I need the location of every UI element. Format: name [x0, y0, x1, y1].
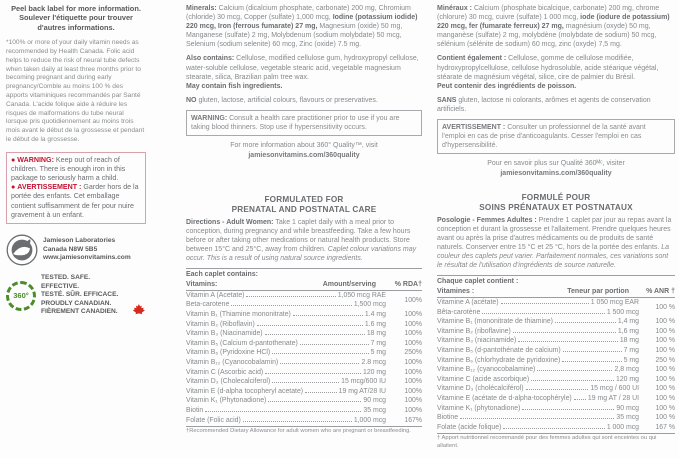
- vitamin-name: Biotin: [186, 406, 204, 414]
- english-panel: [186, 4, 422, 436]
- vitamin-name: Vitamin B₃ (Niacinamide): [186, 330, 263, 338]
- vitamin-name: Vitamin B₂ (Riboflavin): [186, 320, 255, 328]
- vitamin-row: [437, 327, 675, 337]
- quality-info-en: [186, 141, 422, 160]
- minerals-text2-fr: magnésium (oxyde) 50 mg, manganèse (sulfate) 2 mg, molybdène (molybdate de sodium) 50 mcg, sélénium (sélénite de sodium) 60 mcg, zinc (oxyde) 7,5 mg.: [437, 23, 657, 49]
- warning-lead-en: WARNING:: [191, 114, 228, 122]
- table-title-en: Each caplet contains:: [186, 270, 258, 278]
- vitamin-percent: 167%: [404, 416, 422, 424]
- no-animal-testing-rabbit-icon: [6, 234, 38, 266]
- quality-info-url-fr: jamiesonvitamins.com/360quality: [500, 169, 612, 177]
- minerals-text2-en: Magnesium (oxide) 50 mg, Manganese (sulfate) 2 mg, Molybdenum (sodium molybdate) 50 mcg, Selenium (sodium selenite) 60 mcg, Zinc (oxide) 7.5 mg.: [186, 23, 403, 49]
- vitamin-name: Vitamin K₁ (Phytonadione): [186, 397, 267, 405]
- vitamin-name: Vitamin A (Acetate): [186, 291, 245, 299]
- dotted-leader: [243, 421, 352, 422]
- vitamin-amount: 1,4 mg: [617, 318, 639, 326]
- dotted-leader: [280, 363, 359, 364]
- also-contains-paragraph-fr: [437, 54, 675, 90]
- daily-value-footnote: *100% or more of your daily vitamin needs as recommended by Health Canada. Folic acid helps to reduce the risk of neural tube defects when taken daily at least three months prior to becoming pregnant and during early pregnancy/Comble au moins 100 % des apports vitaminiques recommandés par Santé Canada. L'acide folique aide à réduire les risques de malformations du tube neural lorsque pris quotidiennement au moins trois mois avant le début de la grossesse et pendant le début de la grossesse.: [6, 39, 145, 143]
- vitamin-row: [186, 416, 422, 426]
- vitamin-row: [437, 394, 675, 404]
- vitamin-row: [186, 329, 422, 339]
- vitamin-name: Vitamine B₁₂ (cyanocobalamine): [437, 366, 536, 374]
- dotted-leader: [305, 392, 337, 393]
- warning-lead-fr: AVERTISSEMENT :: [442, 124, 506, 132]
- vitamin-name: Vitamine B₃ (niacinamide): [437, 337, 517, 345]
- vitamin-amount: 90 mcg: [363, 397, 386, 405]
- free-from-text-fr: gluten, lactose ni colorants, arômes et agents de conservation artificiels.: [437, 96, 651, 113]
- vitamin-percent: 250 %: [655, 356, 675, 364]
- vitamin-row: [437, 356, 675, 366]
- col-rda-en: % RDA†: [394, 280, 422, 288]
- dotted-leader: [503, 428, 604, 429]
- spacer: [186, 165, 422, 195]
- directions-text-en: Take 1 caplet daily with a meal prior to conception, during pregnancy and while breastfeeding. Take a few hours before or after taking other medications or natural health products. Store between 15°C and 25°C, away from children.: [186, 218, 411, 253]
- iron-warning-box: [6, 152, 146, 225]
- vitamin-row: [186, 387, 422, 397]
- vitamin-name: Biotine: [437, 414, 459, 422]
- vitamin-amount: 18 mg: [366, 330, 386, 338]
- vitamin-name: Vitamine K₁ (phytonadione): [437, 404, 521, 412]
- dotted-leader: [265, 373, 361, 374]
- vitamin-percent: 100 %: [655, 304, 675, 312]
- company-url: www.jamiesonvitamins.com: [43, 254, 131, 262]
- vitamin-row: [437, 384, 675, 394]
- practitioner-warning-box-en: [186, 110, 422, 136]
- directions-lead-en: Directions - Adult Women:: [186, 218, 274, 226]
- vitamin-name: Folate (Folic acid): [186, 416, 241, 424]
- fish-warning-en: May contain fish ingredients.: [186, 82, 283, 90]
- quality-info-url-en: jamiesonvitamins.com/360quality: [248, 151, 360, 159]
- also-lead-fr: Contient également :: [437, 55, 507, 63]
- vitamin-amount: 1.4 mg: [364, 311, 386, 318]
- also-lead-en: Also contains:: [186, 55, 235, 63]
- vitamin-name: Vitamine A (acétate): [437, 299, 499, 307]
- vitamin-name: Vitamine E (acétate de d-alpha-tocophéryle): [437, 395, 572, 403]
- directions-text-fr: Prendre 1 caplet par jour au repas avant la conception et durant la grossesse et l'allaitement. Prendre quelques heures avant ou après la prise d'autres médicaments ou de produits de santé naturels. Conserver entre 15 °C et 25 °C, hors de la portée des enfants.: [437, 216, 672, 251]
- warning-text-en: Keep out of reach of children. There is enough iron in this package to seriously harm a child.: [11, 155, 126, 183]
- dotted-leader: [300, 344, 369, 345]
- vitamin-percent: 100%: [404, 397, 422, 405]
- vitamin-percent: 100 %: [655, 327, 675, 335]
- dotted-leader: [460, 418, 614, 419]
- free-from-paragraph-en: [186, 96, 422, 105]
- quality-360-logo-icon: [6, 281, 36, 311]
- vitamin-percent: 100%: [404, 339, 422, 347]
- formulated-line1-en: FORMULATED FOR: [264, 195, 344, 204]
- dotted-leader: [513, 332, 616, 333]
- vitamin-percent: 100 %: [655, 366, 675, 374]
- vitamin-percent: 100 %: [655, 395, 675, 403]
- dotted-leader: [257, 325, 363, 326]
- vitamin-percent: 100 %: [655, 414, 675, 422]
- quality-info-fr: [437, 159, 675, 178]
- vitamin-row: [186, 377, 422, 387]
- vitamin-percent: 100%: [404, 311, 422, 318]
- vitamin-row: [437, 413, 675, 423]
- minerals-paragraph-en: [186, 4, 422, 49]
- vitamin-name: Vitamin D₃ (Cholecalciferol): [186, 378, 271, 386]
- vitamin-row: [186, 406, 422, 416]
- dotted-leader: [563, 351, 622, 352]
- vitamin-amount: 1,6 mg: [617, 327, 639, 335]
- vitamin-row: [186, 320, 422, 330]
- dotted-leader: [482, 313, 605, 314]
- minerals-bold-en: Iodine (potassium iodide) 220 mcg, Iron (ferrous fumarate) 27 mg,: [186, 14, 418, 31]
- dotted-leader: [531, 380, 614, 381]
- vitamin-percent: 100%: [404, 358, 422, 366]
- vitamin-amount: 19 mg AT / 28 UI: [587, 395, 639, 403]
- vitamin-amount: 15 mcg/600 IU: [341, 378, 386, 386]
- formulated-heading-fr: [437, 193, 675, 214]
- vitamin-amount: 5 mg: [623, 356, 639, 364]
- warning-text-fr: Garder hors de la portée des enfants. Cet emballage contient suffisamment de fer pour nuire gravement à un enfant.: [11, 183, 139, 219]
- vitamin-amount: 1,000 mcg: [353, 416, 386, 424]
- warning-body-en: Consult a health care practitioner prior to use if you are taking blood thinners. Stop use if hypersensitivity occurs.: [191, 114, 400, 132]
- vitamin-percent: 100%: [404, 330, 422, 338]
- quality-info-line1-en: For more information about 360° Quality™, visit: [230, 142, 378, 150]
- dotted-leader: [555, 322, 616, 323]
- table-header-fr: [437, 287, 675, 298]
- vitamin-table-en: [186, 268, 422, 436]
- vitamin-amount: 90 mcg: [616, 404, 639, 412]
- free-from-lead-en: NO: [186, 96, 197, 104]
- formulated-heading-en: [186, 195, 422, 216]
- dotted-leader: [268, 401, 361, 402]
- quality-info-line1-fr: Pour en savoir plus sur Qualité 360ᴹᶜ, visiter: [487, 160, 625, 168]
- dotted-leader: [246, 296, 335, 297]
- vitamin-name: Vitamine B₆ (chlorhydrate de pyridoxine): [437, 356, 561, 364]
- minerals-paragraph-fr: [437, 4, 675, 49]
- quality-logo-row: [6, 274, 146, 317]
- dotted-leader: [562, 361, 621, 362]
- col-amount-fr: Teneur par portion: [567, 288, 629, 295]
- warning-body-fr: Consulter un professionnel de la santé avant l'emploi en cas de prise d'anticoagulants. Cesser l'emploi en cas d'hypersensibilité.: [442, 124, 646, 150]
- vitamin-row: [186, 358, 422, 368]
- table-rows-en: [186, 291, 422, 425]
- vitamin-amount: 1 500 mcg: [606, 308, 639, 316]
- vitamin-amount: 15 mcg / 600 UI: [590, 385, 639, 393]
- peel-header-fr: Soulever l'étiquette pour trouver d'autres informations.: [19, 13, 133, 32]
- also-text-fr: Cellulose, gomme de cellulose modifiée, hydroxypropylcellulose, cellulose hydrosoluble, acide stéarique végétal, stéarate de magnésium végétal, silice, cire de palmier du Brésil.: [437, 55, 659, 81]
- dotted-leader: [231, 305, 352, 306]
- vitamin-row: [437, 423, 675, 433]
- vitamin-amount: 120 mg: [616, 375, 639, 383]
- spacer: [437, 183, 675, 193]
- minerals-text-fr: Calcium (phosphate bicalcique, carbonate) 200 mg, chrome (chlorure) 30 mcg, cuivre (sulfate) 1 000 mcg,: [437, 5, 660, 22]
- col-vitamins-en: Vitamins:: [186, 280, 218, 288]
- vitamin-name: Vitamin C (Ascorbic acid): [186, 368, 264, 376]
- vitamin-amount: 1,050 mcg RAE: [337, 291, 386, 299]
- vitamin-percent: 250%: [404, 349, 422, 357]
- directions-paragraph-en: [186, 218, 422, 263]
- quality-claims: [41, 274, 128, 317]
- warning-label-en: WARNING:: [17, 155, 54, 164]
- vitamin-percent: 100%: [404, 296, 422, 304]
- vitamin-name: Vitamine B₅ (d-pantothénate de calcium): [437, 347, 561, 355]
- col-anr-fr: % ANR †: [646, 288, 675, 295]
- fish-warning-fr: Peut contenir des ingrédients de poisson.: [437, 82, 577, 90]
- formulated-line2-fr: SOINS PRÉNATAUX ET POSTNATAUX: [479, 203, 633, 213]
- practitioner-warning-box-fr: [437, 119, 675, 154]
- col-amount-en: Amount/serving: [322, 280, 376, 288]
- vitamin-percent: 100 %: [655, 404, 675, 412]
- vitamin-amount: 18 mg: [619, 337, 639, 345]
- vitamin-row: [437, 317, 675, 327]
- vitamin-amount: 120 mg: [363, 368, 386, 376]
- dotted-leader: [574, 399, 586, 400]
- vitamin-name: Vitamine C (acide ascorbique): [437, 375, 530, 383]
- dotted-leader: [518, 341, 618, 342]
- warning-bullet-icon: ●: [11, 155, 16, 164]
- vitamin-row: [437, 365, 675, 375]
- vitamin-amount: 5 mg: [370, 349, 386, 357]
- vitamin-name: Vitamin B₁₂ (Cyanocobalamin): [186, 358, 279, 366]
- claim-canadian-en: PROUDLY CANADIAN.: [41, 299, 112, 307]
- vitamin-name: Folate (acide folique): [437, 423, 502, 431]
- vitamin-name: Vitamine B₁ (mononitrate de thiamine): [437, 318, 553, 326]
- vitamin-percent: 100 %: [655, 318, 675, 326]
- vitamin-amount: 7 mg: [370, 339, 386, 347]
- vitamin-amount: 1,500 mcg: [353, 301, 386, 309]
- vitamin-name: Vitamin B₅ (Calcium d-pantothenate): [186, 339, 298, 347]
- dotted-leader: [501, 303, 589, 304]
- vitamin-percent: 100 %: [655, 375, 675, 383]
- claim-canadian-fr: FIÈREMENT CANADIEN.: [41, 308, 118, 316]
- vitamin-row: [437, 336, 675, 346]
- claim-tested-en: TESTED. SAFE. EFFECTIVE.: [41, 274, 91, 290]
- col-vitamins-fr: Vitamines :: [437, 288, 475, 295]
- directions-paragraph-fr: [437, 216, 675, 271]
- dotted-leader: [205, 411, 361, 412]
- vitamin-amount: 1.6 mg: [364, 320, 386, 328]
- maple-leaf-icon: [132, 303, 146, 317]
- vitamin-row: [186, 339, 422, 349]
- dotted-leader: [265, 334, 365, 335]
- peel-header-en: Peel back label for more information.: [11, 4, 141, 13]
- vitamin-name: Vitamine B₂ (riboflavine): [437, 327, 511, 335]
- vitamin-name: Vitamine D₃ (cholécalciférol): [437, 385, 524, 393]
- vitamin-amount: 1 050 mcg EAR: [590, 299, 639, 307]
- vitamin-percent: 167 %: [655, 423, 675, 431]
- company-postal: Canada N8W 5B5: [43, 245, 98, 253]
- minerals-lead-en: Minerals:: [186, 5, 217, 12]
- vitamin-name: Bêta-carotène: [437, 308, 481, 316]
- free-from-text-en: gluten, lactose, artificial colours, flavours or preservatives.: [196, 96, 378, 104]
- vitamin-name: Beta-carotene: [186, 301, 230, 309]
- also-contains-paragraph-en: [186, 54, 422, 90]
- vitamin-row: [186, 396, 422, 406]
- formulated-line1-fr: FORMULÉ POUR: [521, 193, 591, 203]
- claim-tested-fr: TESTÉ. SÛR. EFFICACE.: [41, 291, 119, 299]
- vitamin-percent: 100 %: [655, 337, 675, 345]
- vitamin-percent: 100%: [404, 368, 422, 376]
- vitamin-amount: 19 mg AT/28 IU: [338, 387, 386, 395]
- vitamin-amount: 7 mg: [623, 347, 639, 355]
- free-from-lead-fr: SANS: [437, 96, 457, 104]
- vitamin-row: [186, 368, 422, 378]
- left-panel: [6, 4, 146, 325]
- vitamin-row: [437, 404, 675, 414]
- vitamin-name: Vitamin B₆ (Pyridoxine HCl): [186, 349, 271, 357]
- vitamin-table-fr: [437, 275, 675, 450]
- table-header-en: [186, 280, 422, 291]
- also-text-en: Cellulose, modified cellulose gum, hydroxypropyl cellulose, water-soluble cellulose, vegetable stearic acid, vegetable magnesium stearate, silica, Brazilian palm tree wax.: [186, 55, 419, 81]
- free-from-paragraph-fr: [437, 96, 675, 114]
- vitamin-amount: 2.8 mcg: [361, 358, 386, 366]
- table-rows-fr: [437, 298, 675, 432]
- company-address: [43, 237, 131, 263]
- vitamin-row: [186, 310, 422, 320]
- vitamin-amount: 2,8 mcg: [614, 366, 639, 374]
- vitamin-amount: 1 000 mcg: [606, 423, 639, 431]
- vitamin-name: Vitamin B₁ (Thiamine mononitrate): [186, 311, 291, 318]
- table-title-fr: Chaque caplet contient :: [437, 278, 519, 286]
- dotted-leader: [272, 382, 339, 383]
- vitamin-row: [186, 348, 422, 358]
- vitamin-amount: 35 mcg: [616, 414, 639, 422]
- vitamin-percent: 100%: [404, 320, 422, 328]
- warning-bullet-icon: ●: [11, 183, 16, 192]
- dotted-leader: [293, 315, 363, 316]
- minerals-lead-fr: Minéraux :: [437, 5, 473, 12]
- company-name: Jamieson Laboratories: [43, 237, 116, 245]
- quality-360-text: 360°: [13, 291, 29, 301]
- vitamin-row: [186, 291, 422, 304]
- dotted-leader: [522, 409, 614, 410]
- vitamin-percent: 100%: [404, 378, 422, 386]
- vitamin-row: [437, 375, 675, 385]
- dotted-leader: [272, 353, 368, 354]
- table-footnote-fr: † Apport nutritionnel recommandé pour des femmes adultes qui sont enceintes ou qui allaitent.: [437, 433, 675, 450]
- dotted-leader: [526, 389, 589, 390]
- peel-back-header: [6, 4, 146, 32]
- vitamin-percent: 100%: [404, 406, 422, 414]
- vitamin-percent: 100%: [404, 387, 422, 395]
- directions-italic-fr: La couleur des caplets peut varier. Parfaitement normales, ces variations sont le résultat de l'utilisation d'ingrédients de source naturelle.: [437, 243, 670, 270]
- formulated-line2-en: PRENATAL AND POSTNATAL CARE: [231, 205, 377, 215]
- minerals-bold-fr: iode (iodure de potassium) 220 mcg, fer (fumarate ferreux) 27 mg,: [437, 14, 670, 31]
- minerals-text-en: Calcium (dicalcium phosphate, carbonate) 200 mg, Chromium (chloride) 30 mcg, Copper (sulfate) 1,000 mcg,: [186, 5, 411, 22]
- directions-italic-en: Caplet colour variations may occur. This is a result of using natural source ingredients.: [186, 245, 417, 262]
- vitamin-percent: 100 %: [655, 347, 675, 355]
- table-footnote-en: †Recommended Dietary Allowance for adult women who are pregnant or breastfeeding.: [186, 426, 422, 436]
- directions-lead-fr: Posologie - Femmes Adultes :: [437, 216, 537, 224]
- french-panel: [437, 4, 675, 450]
- vitamin-percent: 100 %: [655, 385, 675, 393]
- vitamin-row: [437, 346, 675, 356]
- company-logo-row: [6, 234, 146, 266]
- warning-label-fr: AVERTISSEMENT :: [17, 183, 82, 192]
- vitamin-name: Vitamin E (d-alpha tocopheryl acetate): [186, 387, 304, 395]
- dotted-leader: [537, 370, 612, 371]
- vitamin-amount: 35 mcg: [363, 406, 386, 414]
